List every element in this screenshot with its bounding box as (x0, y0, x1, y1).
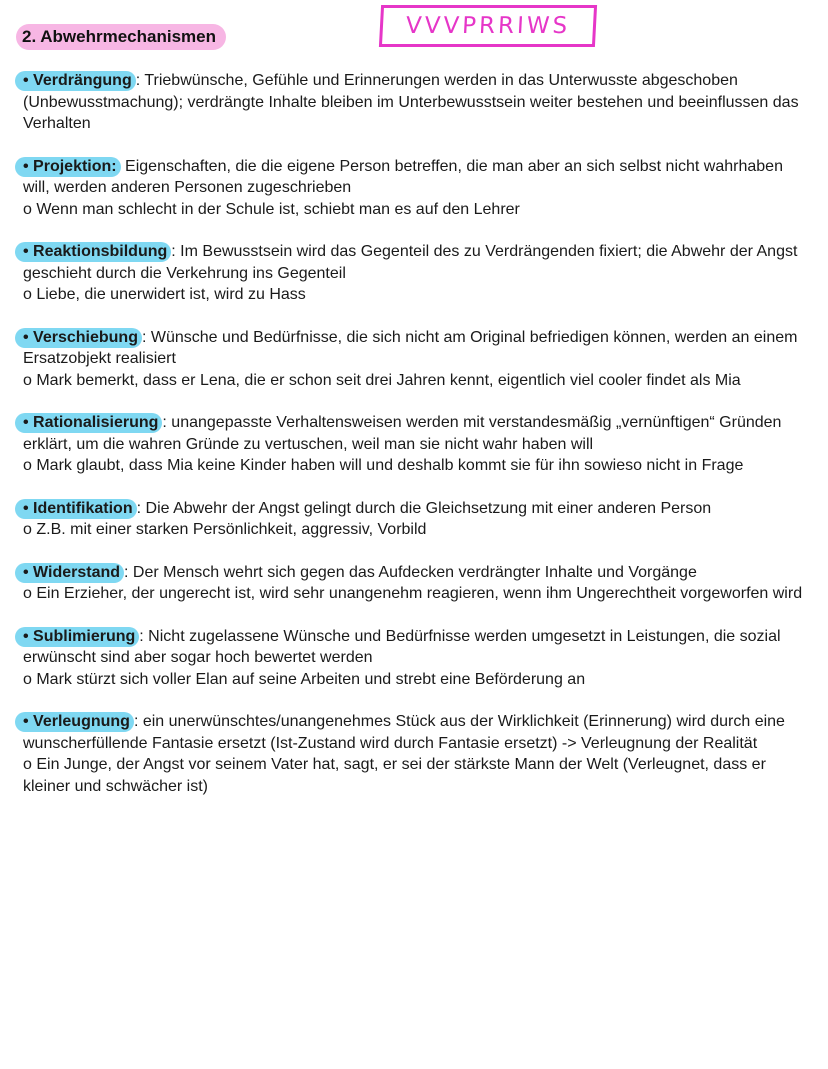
mechanism-example: o Liebe, die unerwidert ist, wird zu Hass (23, 286, 306, 303)
mechanism-term (15, 157, 121, 177)
term-separator: : (124, 563, 129, 581)
mechanism-entry (23, 711, 813, 797)
bullet-icon: • (23, 72, 34, 89)
mechanism-example: o Ein Junge, der Angst vor seinem Vater hat, sagt, er sei der stärkste Mann der Welt (Verleugnet, dass er kleiner und schwächer ist) (23, 756, 766, 795)
bullet-icon: • (23, 499, 34, 517)
mechanism-example: o Mark bemerkt, dass er Lena, die er schon seit drei Jahren kennt, eigentlich viel cooler findet als Mia (23, 371, 741, 389)
mechanism-entry (23, 412, 813, 477)
mechanism-definition: Wünsche und Bedürfnisse, die sich nicht am Original befriedigen können, werden an einem Ersatzobjekt realisiert (23, 328, 798, 367)
mechanism-definition-line (23, 156, 813, 199)
mechanism-definition: Triebwünsche, Gefühle und Erinnerungen werden in das Unterwusste abgeschoben (Unbewusstmachung); verdrängte Inhalte bleiben im Unterbewusstsein weiter bestehen und beeinflussen das Verhalten (23, 72, 799, 132)
mechanism-term-label: Sublimierung (33, 627, 136, 645)
mechanism-term (15, 413, 162, 433)
mechanism-definition: Im Bewusstsein wird das Gegenteil des zu Verdrängenden fixiert; die Abwehr der Angst geschieht durch die Verkehrung ins Gegenteil (23, 243, 798, 282)
mechanism-entry (23, 327, 813, 392)
term-separator: : (162, 414, 167, 431)
mechanism-definition-line (23, 626, 813, 669)
mechanism-term (15, 71, 136, 91)
bullet-icon: • (23, 157, 34, 175)
bullet-icon: • (23, 328, 34, 346)
mechanism-list (23, 70, 813, 818)
mechanism-term (15, 242, 171, 262)
bullet-icon: • (23, 414, 34, 431)
term-separator: : (141, 328, 147, 346)
mechanism-definition: Eigenschaften, die die eigene Person betreffen, die man aber an sich selbst nicht wahrhaben will, werden anderen Personen zugeschrieben (23, 157, 783, 196)
mechanism-entry (23, 498, 813, 541)
mechanism-term-label: Rationalisierung (33, 414, 159, 431)
mechanism-term-label: Identifikation (33, 499, 133, 517)
mechanism-example: o Ein Erzieher, der ungerecht ist, wird sehr unangenehm reagieren, wenn ihm Ungerechtheit vorgeworfen wird (23, 585, 803, 602)
mechanism-example: o Mark stürzt sich voller Elan auf seine Arbeiten und strebt eine Beförderung an (23, 670, 586, 688)
mechanism-definition: Die Abwehr der Angst gelingt durch die Gleichsetzung mit einer anderen Person (141, 499, 712, 517)
mechanism-entry (23, 156, 813, 221)
mechanism-definition-line (23, 412, 813, 455)
mechanism-definition-line (23, 327, 813, 370)
mechanism-entry (23, 626, 813, 691)
term-separator: : (139, 627, 144, 645)
mechanism-term-label: Verschiebung (33, 328, 138, 346)
mechanism-term-label: Reaktionsbildung (33, 243, 168, 260)
mechanism-example: o Wenn man schlecht in der Schule ist, schiebt man es auf den Lehrer (23, 200, 520, 218)
mechanism-definition: Nicht zugelassene Wünsche und Bedürfnisse werden umgesetzt in Leistungen, die sozial erwünscht sind aber sogar hoch bewertet werden (23, 627, 781, 666)
mechanism-term-label: Verdrängung (33, 72, 132, 89)
mechanism-term-label: Widerstand (33, 563, 121, 581)
bullet-icon: • (23, 243, 34, 260)
mechanism-definition-line (23, 70, 813, 135)
mechanism-entry (23, 241, 813, 306)
mechanism-term (15, 328, 142, 348)
mechanism-term (15, 627, 139, 647)
mechanism-definition-line (23, 241, 813, 284)
term-separator: : (171, 243, 176, 260)
mechanism-entry (23, 70, 813, 135)
bullet-icon: • (23, 627, 34, 645)
bullet-icon: • (23, 563, 34, 581)
term-separator: : (133, 713, 139, 730)
mechanism-term-label: Projektion: (33, 157, 117, 175)
mechanism-term (15, 712, 134, 732)
author-stamp: VVVPRRIWS (379, 5, 597, 47)
bullet-icon: • (23, 713, 34, 730)
mechanism-definition: ein unerwünschtes/unangenehmes Stück aus der Wirklichkeit (Erinnerung) wird durch eine wunscherfüllende Fantasie ersetzt (Ist-Zustand wird durch Fantasie ersetzt) -> Verleugnung der Realität (23, 713, 785, 752)
mechanism-definition: Der Mensch wehrt sich gegen das Aufdecken verdrängter Inhalte und Vorgänge (128, 563, 697, 581)
mechanism-term (15, 563, 124, 583)
mechanism-definition: unangepasste Verhaltensweisen werden mit verstandesmäßig „vernünftigen“ Gründen erklärt, um die wahren Gründe zu vertuschen, weil man sie nicht wahr haben will (23, 414, 782, 453)
mechanism-entry (23, 562, 813, 605)
mechanism-example: o Z.B. mit einer starken Persönlichkeit, aggressiv, Vorbild (23, 521, 427, 538)
mechanism-definition-line (23, 498, 813, 520)
mechanism-term (15, 499, 137, 519)
mechanism-definition-line (23, 562, 813, 584)
mechanism-example: o Mark glaubt, dass Mia keine Kinder haben will und deshalb kommt sie für ihn sowieso nicht in Frage (23, 457, 744, 474)
section-heading: 2. Abwehrmechanismen (16, 24, 226, 50)
term-separator: : (135, 72, 141, 89)
term-separator: : (136, 499, 142, 517)
mechanism-term-label: Verleugnung (33, 713, 130, 730)
mechanism-definition-line (23, 711, 813, 754)
